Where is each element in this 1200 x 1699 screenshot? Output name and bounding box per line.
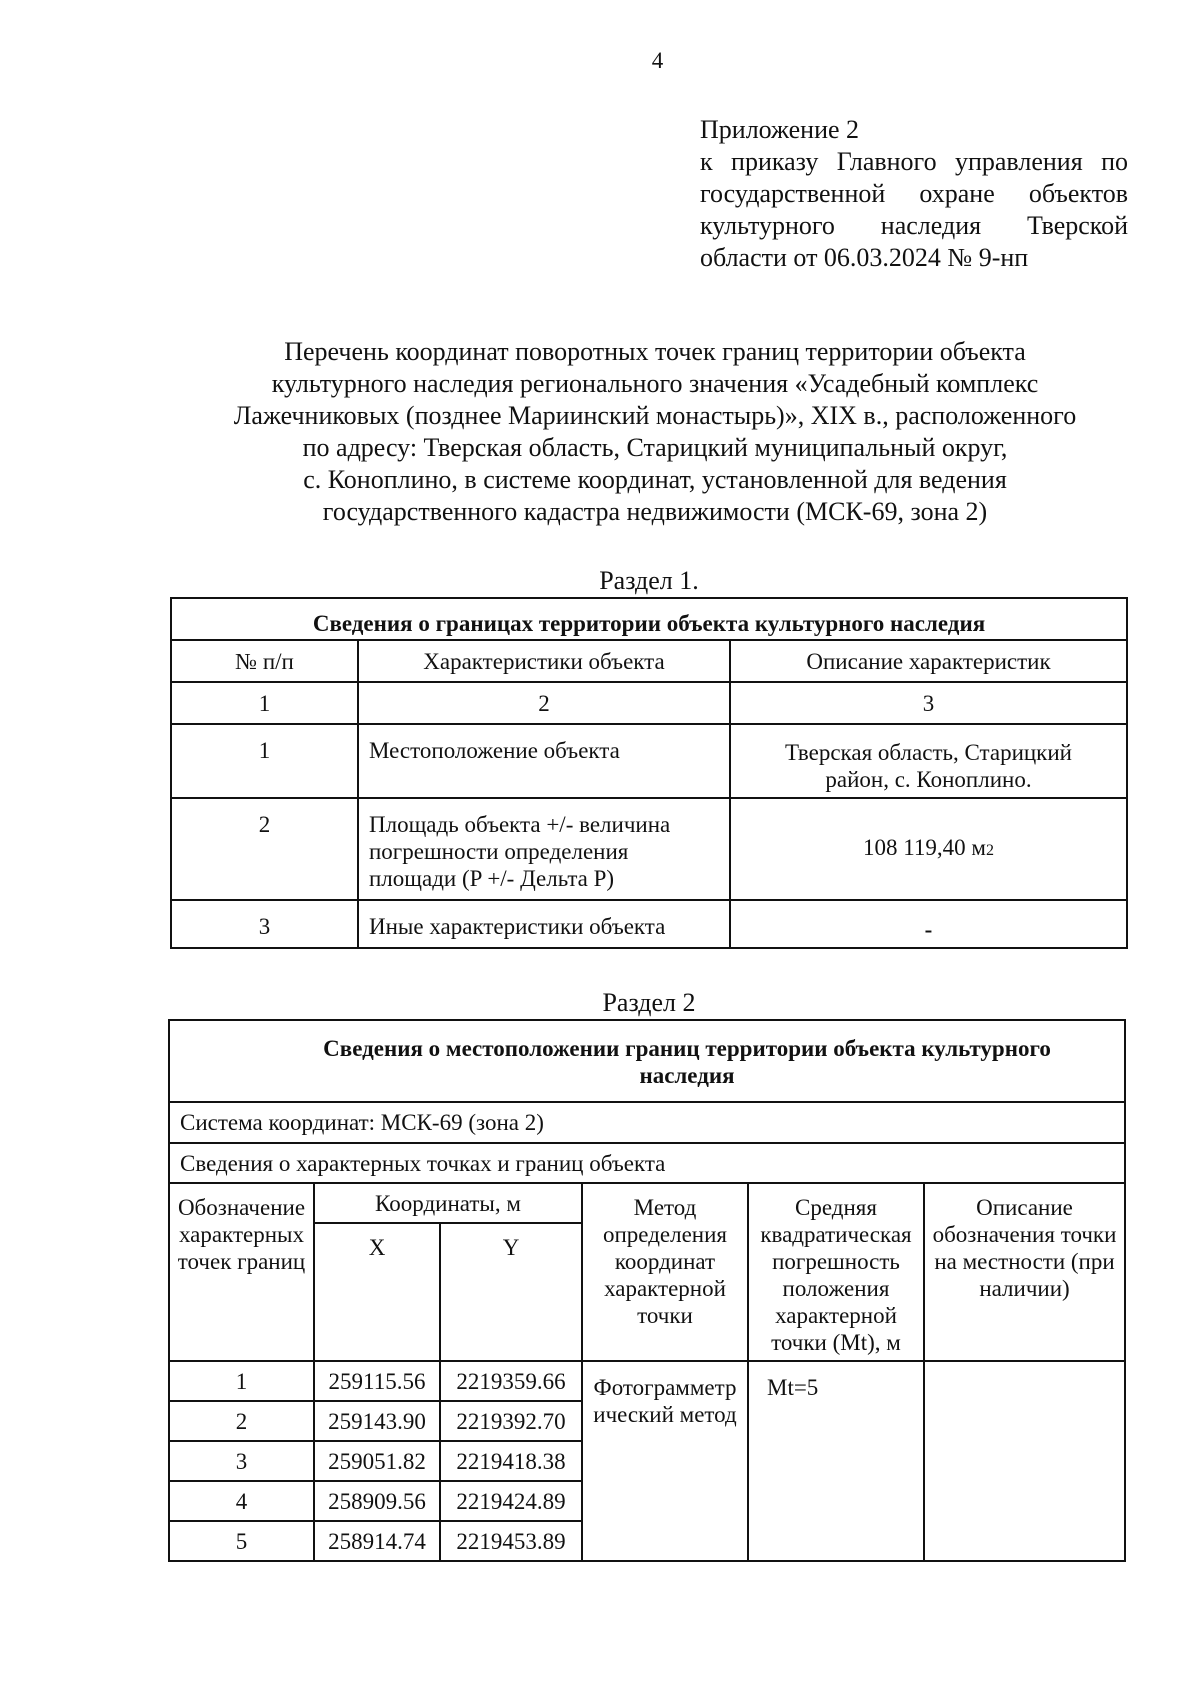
method-value: Фотограмметр ический метод: [582, 1361, 748, 1561]
coord-system: Система координат: МСК-69 (зона 2): [169, 1102, 1125, 1143]
points-caption: Сведения о характерных точках и границ объекта: [169, 1143, 1125, 1183]
row-value: Тверская область, Старицкий район, с. Коноплино.: [730, 724, 1127, 798]
row-name: Местоположение объекта: [358, 724, 730, 798]
point-id: 2: [169, 1401, 314, 1441]
header-characteristic: Характеристики объекта: [358, 640, 730, 682]
appendix-line: культурного наследия Тверской: [700, 211, 1128, 240]
description-value: [924, 1361, 1125, 1561]
header-description: Описание обозначения точки на местности (при наличии): [924, 1183, 1125, 1361]
appendix-line: Приложение 2: [700, 115, 860, 144]
point-y: 2219392.70: [440, 1401, 582, 1441]
point-x: 258909.56: [314, 1481, 440, 1521]
point-y: 2219453.89: [440, 1521, 582, 1561]
appendix-line: области от 06.03.2024 № 9-нп: [700, 243, 1029, 272]
section1-title: Раздел 1.: [599, 566, 699, 595]
header-num: № п/п: [171, 640, 358, 682]
point-id: 3: [169, 1441, 314, 1481]
area-value: 108 119,40 м: [863, 835, 986, 860]
header-x: X: [314, 1223, 440, 1361]
heading-line: с. Коноплино, в системе координат, установленной для ведения: [303, 465, 1007, 494]
row-value: -: [730, 900, 1127, 948]
point-y: 2219359.66: [440, 1361, 582, 1401]
point-id: 4: [169, 1481, 314, 1521]
header-y: Y: [440, 1223, 582, 1361]
point-x: 259051.82: [314, 1441, 440, 1481]
row-name: Площадь объекта +/- величина погрешности определения площади (P +/- Дельта P): [358, 798, 730, 900]
section2-title: Раздел 2: [602, 988, 696, 1017]
appendix-line: к приказу Главного управления по: [700, 147, 1128, 176]
page-number: 4: [651, 48, 664, 73]
heading-line: культурного наследия регионального значения «Усадебный комплекс: [271, 369, 1039, 398]
document-heading: [160, 336, 1150, 528]
header-description: Описание характеристик: [730, 640, 1127, 682]
row-value-area: [730, 798, 1127, 900]
appendix-block: [700, 114, 1128, 274]
row-name: Иные характеристики объекта: [358, 900, 730, 948]
point-y: 2219418.38: [440, 1441, 582, 1481]
point-x: 259143.90: [314, 1401, 440, 1441]
col-number: 3: [730, 682, 1127, 724]
point-y: 2219424.89: [440, 1481, 582, 1521]
section1-table-title: Сведения о границах территории объекта культурного наследия: [171, 598, 1127, 640]
row-num: 2: [171, 798, 358, 900]
point-x: 259115.56: [314, 1361, 440, 1401]
heading-line: Перечень координат поворотных точек границ территории объекта: [284, 337, 1026, 366]
area-unit-exponent: 2: [985, 842, 994, 859]
point-id: 5: [169, 1521, 314, 1561]
error-value: Mt=5: [748, 1361, 924, 1561]
heading-line: государственного кадастра недвижимости (МСК-69, зона 2): [322, 497, 988, 526]
section2-table: [168, 1019, 1126, 1562]
col-number: 1: [171, 682, 358, 724]
header-error: Средняя квадратическая погрешность положения характерной точки (Mt), м: [748, 1183, 924, 1361]
appendix-line: государственной охране объектов: [700, 179, 1128, 208]
header-coords: Координаты, м: [314, 1183, 582, 1223]
col-number: 2: [358, 682, 730, 724]
heading-line: по адресу: Тверская область, Старицкий муниципальный округ,: [302, 433, 1008, 462]
section2-table-title: Сведения о местоположении границ территории объекта культурного наследия: [169, 1020, 1125, 1102]
row-num: 1: [171, 724, 358, 798]
point-id: 1: [169, 1361, 314, 1401]
header-designation: Обозначение характерных точек границ: [169, 1183, 314, 1361]
point-x: 258914.74: [314, 1521, 440, 1561]
header-method: Метод определения координат характерной точки: [582, 1183, 748, 1361]
row-num: 3: [171, 900, 358, 948]
heading-line: Лажечниковых (позднее Мариинский монастырь)», XIX в., расположенного: [233, 401, 1077, 430]
section1-table: [170, 597, 1128, 949]
